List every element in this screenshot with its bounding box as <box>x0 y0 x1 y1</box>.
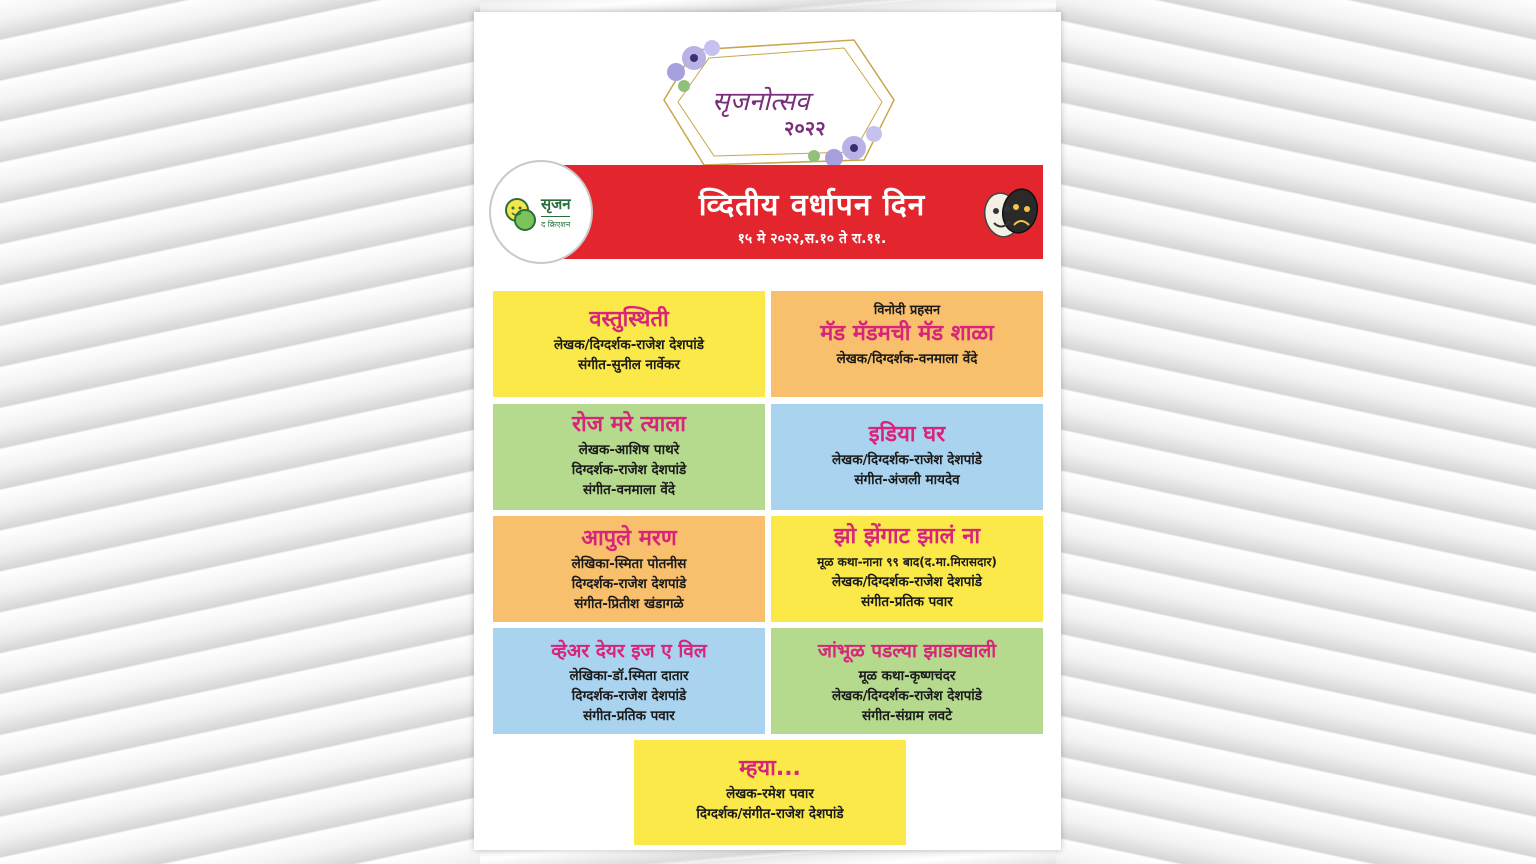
play-credit: संगीत-सुनील नार्वेकर <box>578 357 680 373</box>
banner-title: व्दितीय वर्धापन दिन <box>698 188 926 223</box>
theatre-masks-icon <box>980 175 1042 249</box>
play-credit: संगीत-अंजली मायदेव <box>854 472 960 488</box>
play-credit: मूळ कथा-नाना ९९ बाद(द.मा.मिरासदार) <box>817 555 997 569</box>
play-card-where-there-is-a-will <box>493 628 765 734</box>
srujan-logo <box>489 160 593 264</box>
play-credit: लेखक/दिग्दर्शक-राजेश देशपांडे <box>554 337 704 353</box>
play-card-roj-mare-tyala <box>493 404 765 510</box>
play-credit: संगीत-प्रतिक पवार <box>861 594 953 610</box>
festival-title: सृजनोत्सव <box>712 87 810 117</box>
play-credit: दिग्दर्शक/संगीत-राजेश देशपांडे <box>696 806 844 822</box>
play-credit: लेखिका-डॉ.स्मिता दातार <box>569 668 689 684</box>
play-credit: दिग्दर्शक-राजेश देशपांडे <box>571 688 687 704</box>
play-credit: लेखक-रमेश पवार <box>726 786 814 802</box>
festival-year: २०२२ <box>784 116 826 140</box>
play-title: झो झेंगाट झालं ना <box>833 524 981 549</box>
play-subtitle: विनोदी प्रहसन <box>873 303 941 318</box>
play-credit: लेखक-आशिष पाथरे <box>578 442 680 458</box>
logo-subtitle: द क्रिएशन <box>541 216 570 230</box>
play-credit: लेखिका-स्मिता पोतनीस <box>571 556 687 572</box>
play-credit: संगीत-प्रतिक पवार <box>583 708 675 724</box>
play-card-vastusthiti <box>493 291 765 397</box>
play-credit: लेखक/दिग्दर्शक-राजेश देशपांडे <box>832 452 982 468</box>
smiley-mask-icon <box>503 196 539 232</box>
play-title: जांभूळ पडल्या झाडाखाली <box>817 640 997 662</box>
play-title: रोज मरे त्याला <box>572 412 686 437</box>
play-card-zo-zengat <box>771 516 1043 622</box>
play-credit: संगीत-वनमाला वेंदे <box>582 482 676 498</box>
logo-name: सृजन <box>541 195 571 213</box>
play-credit: लेखक/दिग्दर्शक-राजेश देशपांडे <box>832 688 982 704</box>
play-credit: दिग्दर्शक-राजेश देशपांडे <box>571 576 687 592</box>
play-credit: लेखक/दिग्दर्शक-राजेश देशपांडे <box>832 574 982 590</box>
play-card-jambhul <box>771 628 1043 734</box>
play-credit: मूळ कथा-कृष्णचंदर <box>858 668 956 684</box>
background-left <box>0 0 480 864</box>
play-card-idiya-ghar <box>771 404 1043 510</box>
anniversary-banner <box>522 165 1043 259</box>
play-title: वस्तुस्थिती <box>589 307 669 332</box>
background-right <box>1056 0 1536 864</box>
play-title: व्हेअर देयर इज ए विल <box>551 640 707 662</box>
play-credit: संगीत-प्रितीश खंडागळे <box>574 596 684 612</box>
event-poster <box>474 12 1061 850</box>
play-title: आपुले मरण <box>581 526 677 551</box>
festival-emblem <box>654 30 914 170</box>
play-title: मॅड मॅडमची मॅड शाळा <box>820 321 994 346</box>
play-credit: संगीत-संग्राम लवटे <box>862 708 952 724</box>
play-title: इडिया घर <box>868 422 946 447</box>
play-credit: दिग्दर्शक-राजेश देशपांडे <box>571 462 687 478</box>
banner-date: १५ मे २०२२,स.१० ते रा.११. <box>737 231 887 247</box>
play-card-apule-maran <box>493 516 765 622</box>
play-credit: लेखक/दिग्दर्शक-वनमाला वेंदे <box>836 351 978 367</box>
play-title: म्हया... <box>739 756 801 781</box>
play-card-mhaya <box>634 740 906 845</box>
play-card-mad-shala <box>771 291 1043 397</box>
